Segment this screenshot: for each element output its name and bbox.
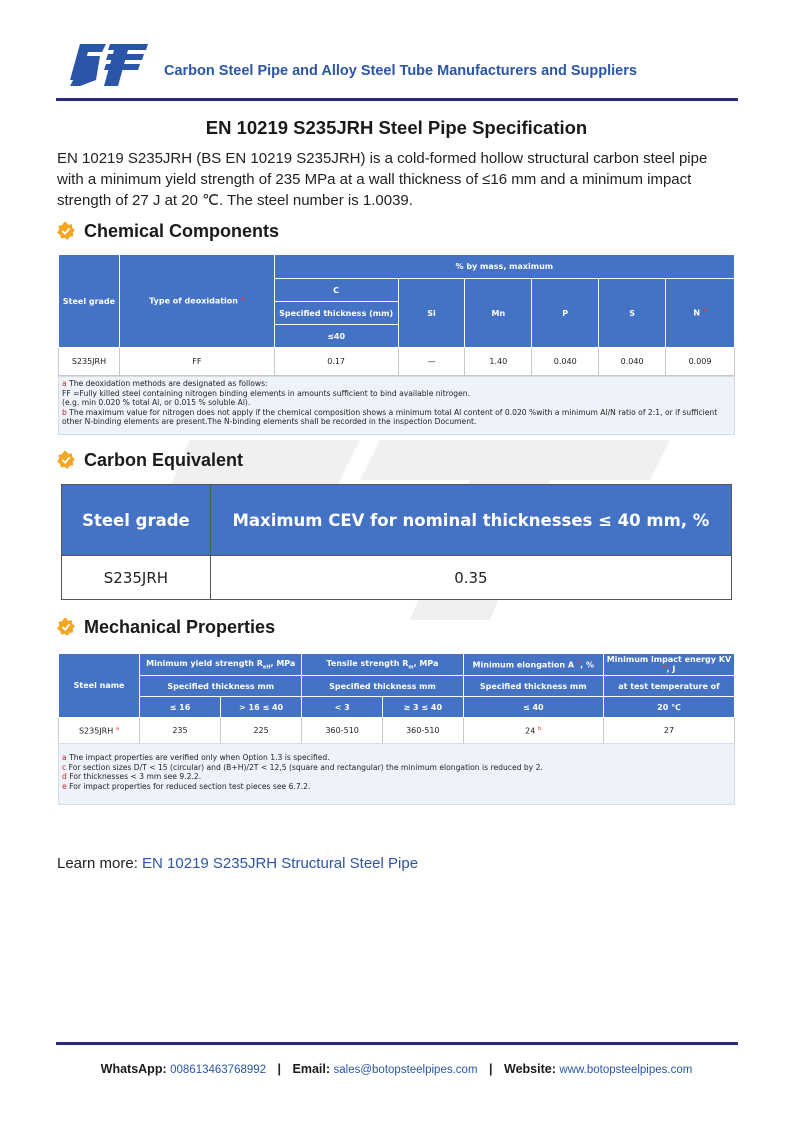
note-line: b The maximum value for nitrogen does not apply if the chemical composition shows a minimum total Al content of 0.020 %with a minimum Al/N ratio of 2:1, or if sufficient other N-binding elements are present.The N-binding elements shall be recorded in the inspection Document.	[62, 407, 718, 427]
header-steel-grade: Steel grade	[62, 485, 211, 556]
cell-grade: S235JRH	[62, 556, 211, 600]
section-title: Chemical Components	[84, 220, 280, 241]
email-link[interactable]: sales@botopsteelpipes.com	[333, 1064, 478, 1076]
mechanical-table	[58, 653, 735, 744]
footer-separator: |	[277, 1062, 282, 1076]
learn-more-label: Learn more:	[57, 855, 143, 872]
header-specified-thickness: Specified thickness mm	[140, 676, 302, 697]
header-specified-thickness: Specified thickness (mm)	[274, 302, 398, 325]
table-row	[62, 556, 732, 600]
section-heading-carbon	[57, 448, 243, 472]
header-c: C	[274, 279, 398, 302]
carbon-equivalent-table	[61, 484, 732, 600]
footer-separator: |	[489, 1062, 493, 1076]
header-le16: ≤ 16	[140, 697, 221, 718]
cell-grade: S235JRH	[59, 348, 120, 376]
mechanical-notes	[58, 743, 735, 805]
header-lt3: < 3	[302, 697, 383, 718]
cell-tensile-lt3: 360-510	[302, 718, 383, 744]
header-test-temperature: at test temperature of	[603, 676, 734, 697]
header-gt16-le40: > 16 ≤ 40	[220, 697, 302, 718]
email-label: Email:	[292, 1062, 331, 1076]
table-row	[59, 718, 735, 744]
header-elongation: Minimum elongation A $^c$, %	[463, 654, 603, 676]
header-tensile-strength: Tensile strength $R_m$, MPa	[302, 654, 463, 676]
header-p: P	[532, 279, 599, 348]
section-title: Mechanical Properties	[84, 616, 276, 637]
page-footer	[0, 1062, 793, 1076]
note-line: c For section sizes D/T < 15 (circular) and (B+H)/2T < 12,5 (square and rectangular) the minimum elongation is reduced by 2.	[62, 762, 543, 772]
badge-check-icon	[57, 222, 75, 240]
header-si: Si	[398, 279, 465, 348]
header-ge3-le40: ≥ 3 ≤ 40	[382, 697, 463, 718]
cell-elongation: 24 $^b$	[463, 718, 603, 744]
badge-check-icon	[57, 451, 75, 469]
website-link[interactable]: www.botopsteelpipes.com	[559, 1064, 693, 1076]
header-title: Carbon Steel Pipe and Alloy Steel Tube Manufacturers and Suppliers	[164, 63, 637, 79]
cell-mn: 1.40	[465, 348, 532, 376]
header-impact-energy: Minimum impact energy KV $^d$, J	[603, 654, 734, 676]
header-le40: ≤40	[274, 325, 398, 348]
header-s: S	[599, 279, 666, 348]
note-line: (e.g. min 0.020 % total Al, or 0.015 % soluble Al).	[62, 398, 251, 408]
cell-yield-le16: 235	[140, 718, 221, 744]
header-n: N $^a$	[666, 279, 735, 348]
cell-p: 0.040	[532, 348, 599, 376]
badge-check-icon	[57, 618, 75, 636]
cell-c: 0.17	[274, 348, 398, 376]
header-yield-strength: Minimum yield strength $R_{eH}$, MPa	[140, 654, 302, 676]
table-row	[59, 348, 735, 376]
section-title: Carbon Equivalent	[84, 449, 244, 470]
intro-paragraph: EN 10219 S235JRH (BS EN 10219 S235JRH) is a cold-formed hollow structural carbon steel pipe with a minimum yield strength of 235 MPa at a wall thickness of ≤16 mm and a minimum impact strength of 27 J at 20 ℃. The steel number is 1.0039.	[57, 150, 708, 209]
page-header	[56, 38, 738, 100]
learn-more-link[interactable]: EN 10219 S235JRH Structural Steel Pipe	[142, 855, 419, 872]
website-label: Website:	[504, 1062, 556, 1076]
whatsapp-value[interactable]: 008613463768992	[170, 1064, 267, 1076]
section-heading-chemical	[57, 219, 279, 243]
header-deoxidation: Type of deoxidation $^a$	[119, 255, 274, 348]
learn-more	[57, 855, 418, 872]
header-mn: Mn	[465, 279, 532, 348]
header-steel-grade: Steel grade	[59, 255, 120, 348]
header-mass-percent: % by mass, maximum	[274, 255, 734, 279]
cell-yield-gt16: 225	[220, 718, 302, 744]
whatsapp-label: WhatsApp:	[100, 1062, 167, 1076]
header-max-cev: Maximum CEV for nominal thicknesses ≤ 40 mm, %	[210, 485, 731, 556]
note-line: a The deoxidation methods are designated as follows:	[62, 379, 268, 388]
header-le40: ≤ 40	[463, 697, 603, 718]
header-divider	[56, 98, 738, 101]
company-logo	[66, 40, 148, 90]
section-heading-mechanical	[57, 615, 275, 639]
chemical-notes	[58, 376, 735, 435]
header-20c: 20 ℃	[603, 697, 734, 718]
cell-impact: 27	[603, 718, 734, 744]
header-specified-thickness: Specified thickness mm	[302, 676, 463, 697]
chemical-table	[58, 254, 735, 376]
cell-s: 0.040	[599, 348, 666, 376]
cell-tensile-ge3: 360-510	[382, 718, 463, 744]
cell-deox: FF	[119, 348, 274, 376]
footer-divider	[56, 1042, 738, 1045]
header-specified-thickness: Specified thickness mm	[463, 676, 603, 697]
cell-cev: 0.35	[210, 556, 731, 600]
note-line: e For impact properties for reduced section test pieces see 6.7.2.	[62, 781, 311, 791]
page-title: EN 10219 S235JRH Steel Pipe Specification	[205, 117, 588, 138]
note-line: FF =Fully killed steel containing nitrogen binding elements in amounts sufficient to bind available nitrogen.	[62, 388, 471, 398]
cell-name: S235JRH $^a$	[59, 718, 140, 744]
note-line: d For thicknesses < 3 mm see 9.2.2.	[62, 772, 202, 782]
note-line: a The impact properties are verified only when Option 1.3 is specified.	[62, 753, 330, 762]
cell-si: —	[398, 348, 465, 376]
header-steel-name: Steel name	[59, 654, 140, 718]
cell-n: 0.009	[666, 348, 735, 376]
